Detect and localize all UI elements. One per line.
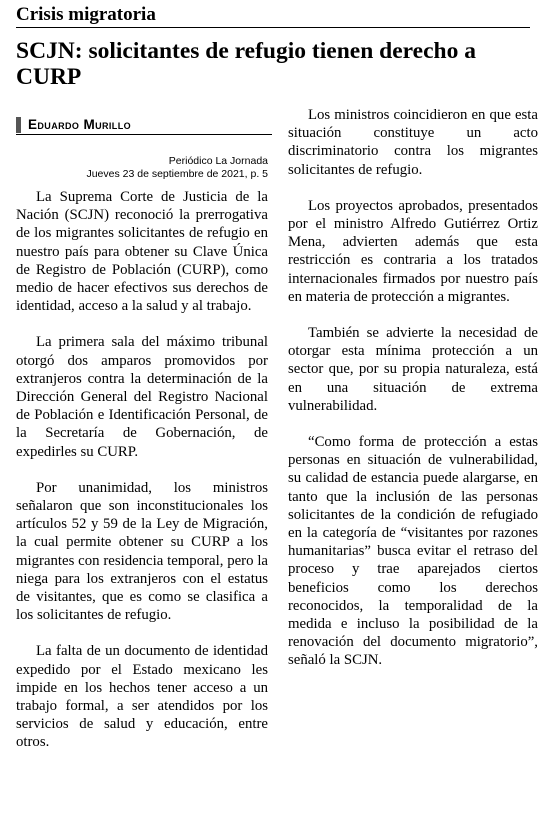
paragraph: Por unanimidad, los ministros señalaron que son inconstitucionales los artículos 52 y 59 de la Ley de Migración, la cual permite obtener su CURP a los migrantes con residencia temporal, pero la niega para los extranjeros con el estatus de visitantes, que es como se clasifica a los solicitantes de refugio. bbox=[16, 479, 268, 624]
paragraph: La falta de un documento de identidad expedido por el Estado mexicano les impide en los hechos tener acceso a un trabajo formal, a ser atendidos por los servicios de salud y educación, entre otros. bbox=[16, 643, 268, 751]
paragraph: Los proyectos aprobados, presentados por el ministro Alfredo Gutiérrez Ortiz Mena, advierten además que esta restricción es contraria a los tratados internacionales firmados por nuestro país en materia de protección a migrantes. bbox=[288, 197, 538, 305]
source-info bbox=[16, 155, 268, 181]
paragraph: También se advierte la necesidad de otorgar esta mínima protección a un sector que, por su propia naturaleza, está en una situación de extrema vulnerabilidad. bbox=[288, 325, 538, 414]
article-title: SCJN: solicitantes de refugio tienen derecho a CURP bbox=[16, 38, 476, 90]
byline bbox=[16, 116, 272, 135]
byline-marker bbox=[16, 117, 21, 133]
publication-name: Periódico La Jornada bbox=[168, 155, 268, 167]
publication-date: Jueves 23 de septiembre de 2021, p. 5 bbox=[86, 168, 268, 180]
section-header: Crisis migratoria bbox=[16, 4, 530, 28]
left-column bbox=[16, 188, 268, 770]
paragraph: La Suprema Corte de Justicia de la Nación (SCJN) reconoció la prerrogativa de los migrantes solicitantes de refugio en nuestro país para obtener su Clave Única de Registro de Población (CURP), como medio de hacer efectivos sus derechos de identidad, acceso a la salud y al trabajo. bbox=[16, 189, 268, 315]
paragraph: “Como forma de protección a estas personas en situación de vulnerabilidad, su calidad de estancia puede alargarse, en tanto que la inclusión de las personas solicitantes de la condición de refugiado en la categoría de “visitantes por razones humanitarias” busca evitar el retraso del proceso y trae aparejados ciertos beneficios como los derechos reconocidos, la temporalidad de la medida e incluso la posibilidad de la renovación del documento migratorio”, señaló la SCJN. bbox=[288, 434, 538, 669]
right-column bbox=[288, 106, 538, 688]
author-name: Eduardo Murillo bbox=[28, 117, 131, 132]
paragraph: La primera sala del máximo tribunal otorgó dos amparos promovidos por extranjeros contra la determinación de la Dirección General del Registro Nacional de Población e Identificación Personal, de la Secretaría de Gobernación, de expedirles su CURP. bbox=[16, 334, 268, 460]
paragraph: Los ministros coincidieron en que esta situación constituye un acto discriminatorio contra los migrantes solicitantes de refugio. bbox=[288, 107, 538, 178]
